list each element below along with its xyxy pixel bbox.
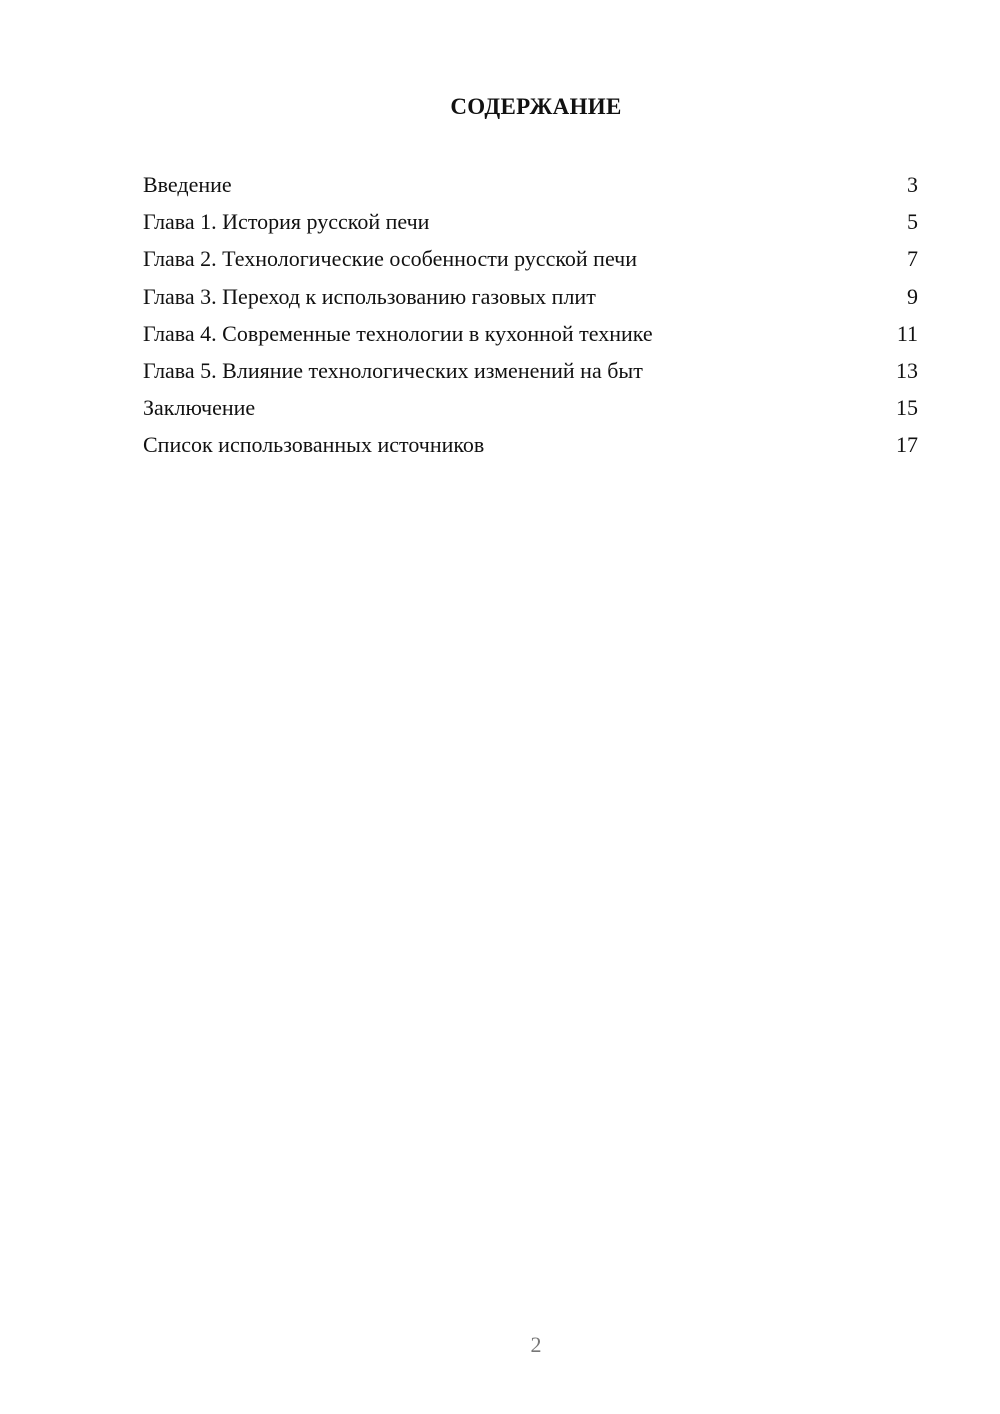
toc-entry-label: Заключение [143,395,256,421]
toc-entry-introduction[interactable] [143,166,918,203]
toc-entry-page: 17 [896,432,918,458]
toc-entry-label: Глава 5. Влияние технологических изменений на быт [143,357,643,383]
toc-entry-page: 5 [907,209,918,235]
toc-entry-chapter-4[interactable] [143,315,918,352]
toc-entry-label: Список использованных источников [143,432,485,458]
toc-entry-conclusion[interactable] [143,389,918,426]
toc-entry-page: 3 [907,172,918,197]
toc-entry-label: Глава 4. Современные технологии в кухонной технике [143,320,653,346]
toc-entry-label: Введение [143,172,232,197]
toc-entry-references[interactable] [143,426,918,463]
toc-entry-page: 13 [896,357,918,383]
toc-entry-label: Глава 2. Технологические особенности русской печи [143,246,638,272]
toc-entry-label: Глава 3. Переход к использованию газовых плит [143,283,596,309]
toc-entry-label: Глава 1. История русской печи [143,209,430,235]
toc-entry-page: 15 [896,395,918,421]
table-of-contents [143,166,918,464]
toc-entry-page: 9 [907,283,918,309]
toc-entry-chapter-3[interactable] [143,278,918,315]
toc-entry-chapter-5[interactable] [143,352,918,389]
page-title: СОДЕРЖАНИЕ [450,94,622,119]
toc-entry-page: 7 [907,246,918,272]
toc-entry-chapter-2[interactable] [143,240,918,277]
toc-entry-chapter-1[interactable] [143,203,918,240]
toc-entry-page: 11 [896,320,918,346]
page-number: 2 [530,1332,542,1357]
